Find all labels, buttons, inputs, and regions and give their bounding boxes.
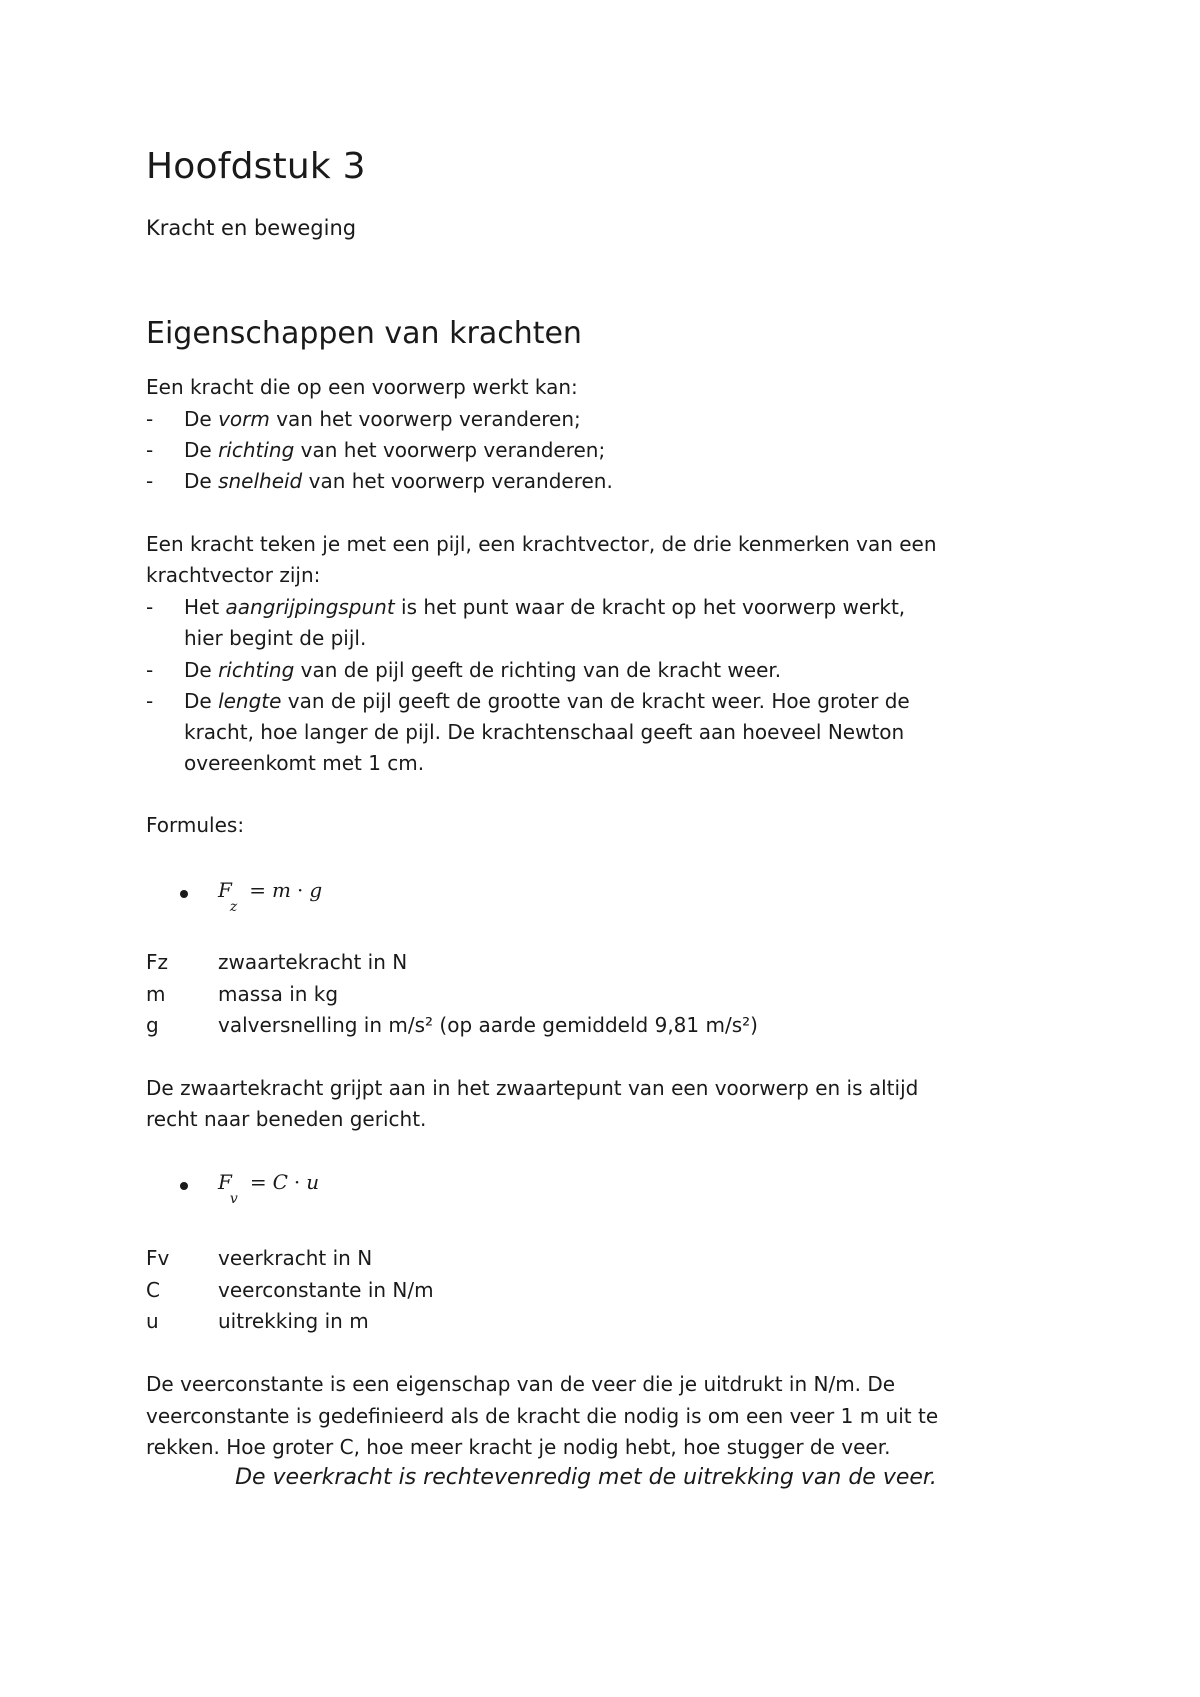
- definition-text: valversnelling in m/s² (op aarde gemiddeld 9,81 m/s²): [218, 1013, 758, 1037]
- paragraph: veerconstante is gedefinieerd als de kracht die nodig is om een veer 1 m uit te: [146, 1404, 939, 1428]
- emphasis: aangrijpingspunt: [225, 595, 395, 619]
- list-dash: -: [146, 689, 154, 713]
- definition-text: massa in kg: [218, 982, 339, 1006]
- definition-symbol: Fz: [146, 950, 169, 974]
- definition-symbol: m: [146, 982, 166, 1006]
- paragraph: De veerconstante is een eigenschap van de veer die je uitdrukt in N/m. De: [146, 1372, 896, 1396]
- list-item: - Het aangrijpingspunt is het punt waar de kracht op het voorwerp werkt,: [184, 592, 905, 624]
- section-heading: Eigenschappen van krachten: [146, 316, 582, 351]
- list-dash: -: [146, 469, 154, 493]
- intro-paragraph: Een kracht die op een voorwerp werkt kan:: [146, 375, 578, 399]
- list-item-continuation: kracht, hoe langer de pijl. De krachtenschaal geeft aan hoeveel Newton: [184, 720, 905, 744]
- emphasis: snelheid: [218, 469, 303, 493]
- bullet-icon: [180, 890, 188, 898]
- definition-symbol: u: [146, 1309, 159, 1333]
- key-statement: De veerkracht is rechtevenredig met de uitrekking van de veer.: [235, 1465, 937, 1490]
- paragraph: rekken. Hoe groter C, hoe meer kracht je nodig hebt, hoe stugger de veer.: [146, 1435, 891, 1459]
- emphasis: lengte: [218, 689, 282, 713]
- list-dash: -: [146, 658, 154, 682]
- page-title: Hoofdstuk 3: [146, 146, 366, 187]
- formulas-label: Formules:: [146, 813, 245, 837]
- list-dash: -: [146, 438, 154, 462]
- formula-spring: $F_v= C \cdot u$: [218, 1170, 320, 1207]
- list-item: - De vorm van het voorwerp veranderen;: [184, 404, 581, 436]
- list-item: - De snelheid van het voorwerp veranderen.: [184, 466, 613, 498]
- definition-text: veerconstante in N/m: [218, 1278, 434, 1302]
- emphasis: richting: [218, 658, 295, 682]
- paragraph: recht naar beneden gericht.: [146, 1107, 427, 1131]
- list-item: - De richting van de pijl geeft de richting van de kracht weer.: [184, 655, 781, 687]
- definition-symbol: g: [146, 1013, 159, 1037]
- list-item: - De richting van het voorwerp veranderen;: [184, 435, 605, 467]
- paragraph: De zwaartekracht grijpt aan in het zwaartepunt van een voorwerp en is altijd: [146, 1076, 919, 1100]
- definition-symbol: Fv: [146, 1246, 170, 1270]
- paragraph: Een kracht teken je met een pijl, een krachtvector, de drie kenmerken van een: [146, 532, 937, 556]
- bullet-icon: [180, 1182, 188, 1190]
- emphasis: richting: [218, 438, 295, 462]
- page-subtitle: Kracht en beweging: [146, 216, 357, 240]
- list-item-continuation: hier begint de pijl.: [184, 626, 367, 650]
- emphasis: vorm: [218, 407, 270, 431]
- paragraph: krachtvector zijn:: [146, 563, 321, 587]
- definition-text: uitrekking in m: [218, 1309, 369, 1333]
- list-dash: -: [146, 407, 154, 431]
- list-dash: -: [146, 595, 154, 619]
- definition-text: veerkracht in N: [218, 1246, 373, 1270]
- definition-symbol: C: [146, 1278, 160, 1302]
- formula-gravity: $F_z= m \cdot g$: [218, 878, 323, 915]
- definition-text: zwaartekracht in N: [218, 950, 408, 974]
- list-item-continuation: overeenkomt met 1 cm.: [184, 751, 425, 775]
- list-item: - De lengte van de pijl geeft de grootte van de kracht weer. Hoe groter de: [184, 686, 910, 718]
